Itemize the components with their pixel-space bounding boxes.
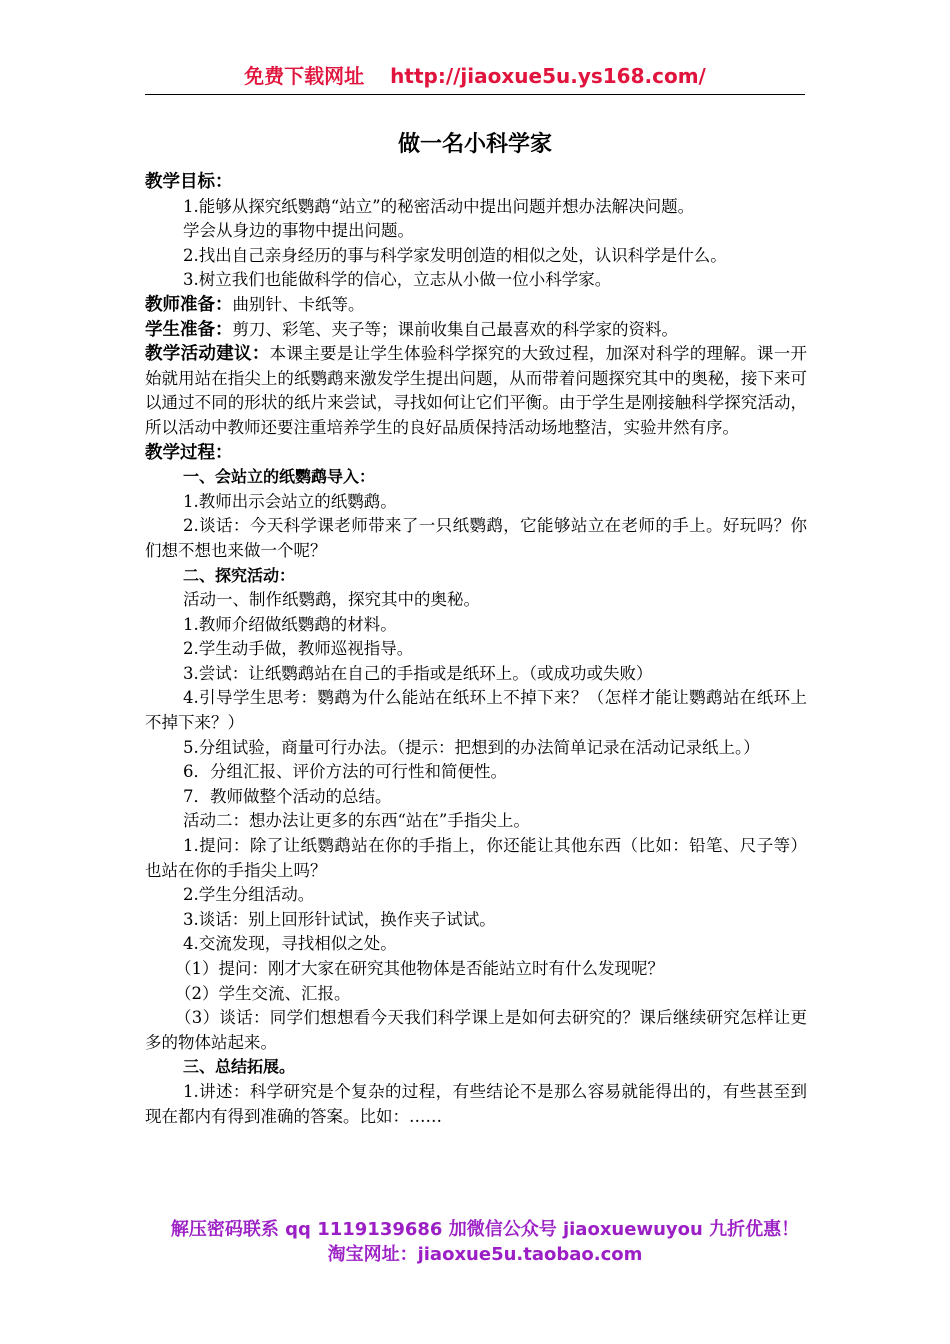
goal-item: 学会从身边的事物中提出问题。: [183, 221, 414, 241]
process-item: 6．分组汇报、评价方法的可行性和简便性。: [183, 762, 507, 782]
header-banner: [145, 62, 805, 90]
section-title: 三、总结拓展。: [183, 1057, 296, 1077]
process-item: 2.学生分组活动。: [183, 885, 315, 905]
activity-title: 活动二：想办法让更多的东西“站在”手指尖上。: [183, 811, 530, 831]
process-item: 5.分组试验，商量可行办法。（提示：把想到的办法简单记录在活动记录纸上。）: [183, 737, 760, 757]
footer-banner: [145, 1217, 825, 1267]
header-url-link[interactable]: http://jiaoxue5u.ys168.com/: [390, 64, 706, 88]
activity-title: 活动一、制作纸鹦鹉，探究其中的奥秘。: [183, 590, 480, 610]
process-item: 3.谈话：别上回形针试试，换作夹子试试。: [183, 909, 496, 929]
process-item: 1.提问：除了让纸鹦鹉站在你的手指上，你还能让其他东西（比如：铅笔、尺子等）也站在你的手指尖上吗？: [145, 836, 807, 880]
process-heading: 教学过程：: [145, 442, 233, 463]
process-item: 7．教师做整个活动的总结。: [183, 786, 392, 806]
student-prep: 学生准备：剪刀、彩笔、夹子等；课前收集自己最喜欢的科学家的资料。: [145, 319, 678, 340]
document-body: [145, 170, 807, 1129]
teacher-prep: 教师准备：曲别针、卡纸等。: [145, 294, 365, 315]
process-item: 2.谈话：今天科学课老师带来了一只纸鹦鹉，它能够站立在老师的手上。好玩吗？你们想不想也来做一个呢？: [145, 516, 807, 560]
goal-item: 1.能够从探究纸鹦鹉“站立”的秘密活动中提出问题并想办法解决问题。: [183, 196, 695, 216]
header-rule: [145, 94, 805, 95]
page-title: 做一名小科学家: [397, 132, 552, 157]
process-item: （1）提问：刚才大家在研究其他物体是否能站立时有什么发现呢？: [175, 959, 664, 978]
process-item: 4.引导学生思考：鹦鹉为什么能站在纸环上不掉下来？（怎样才能让鹦鹉站在纸环上不掉下来？）: [145, 688, 807, 733]
goal-item: 2.找出自己亲身经历的事与科学家发明创造的相似之处，认识科学是什么。: [183, 245, 727, 265]
process-item: 1.讲述：科学研究是个复杂的过程，有些结论不是那么容易就能得出的，有些甚至到现在都内有得到准确的答案。比如：……: [145, 1081, 807, 1126]
process-item: 2.学生动手做，教师巡视指导。: [183, 639, 414, 659]
footer-contact: 解压密码联系 qq 1119139686 加微信公众号 jiaoxuewuyou 九折优惠！: [170, 1219, 800, 1240]
process-item: （2）学生交流、汇报。: [175, 983, 351, 1003]
goals-heading: 教学目标：: [145, 172, 233, 192]
process-item: （3）谈话：同学们想想看今天我们科学课上是如何去研究的？课后继续研究怎样让更多的物体站起来。: [145, 1008, 807, 1052]
goal-item: 3.树立我们也能做科学的信心，立志从小做一位小科学家。: [183, 270, 612, 290]
process-item: 3.尝试：让纸鹦鹉站在自己的手指或是纸环上。（或成功或失败）: [183, 663, 653, 683]
process-item: 4.交流发现，寻找相似之处。: [183, 934, 397, 954]
suggestion-paragraph: 教学活动建议：本课主要是让学生体验科学探究的大致过程，加深对科学的理解。课一开始就用站在指尖上的纸鹦鹉来激发学生提出问题，从而带着问题探究其中的奥秘，接下来可以通过不同的形状的纸片来尝试，寻找如何让它们平衡。由于学生是刚接触科学探究活动，所以活动中教师还要注重培养学生的良好品质保持活动场地整洁，实验井然有序。: [145, 344, 808, 437]
footer-shop-link[interactable]: 淘宝网址：jiaoxue5u.taobao.com: [327, 1244, 643, 1265]
process-item: 1.教师介绍做纸鹦鹉的材料。: [183, 614, 397, 634]
section-title: 一、会站立的纸鹦鹉导入：: [183, 467, 376, 487]
process-item: 1.教师出示会站立的纸鹦鹉。: [183, 491, 397, 511]
header-label: 免费下载网址: [244, 64, 365, 88]
section-title: 二、探究活动：: [183, 565, 296, 585]
